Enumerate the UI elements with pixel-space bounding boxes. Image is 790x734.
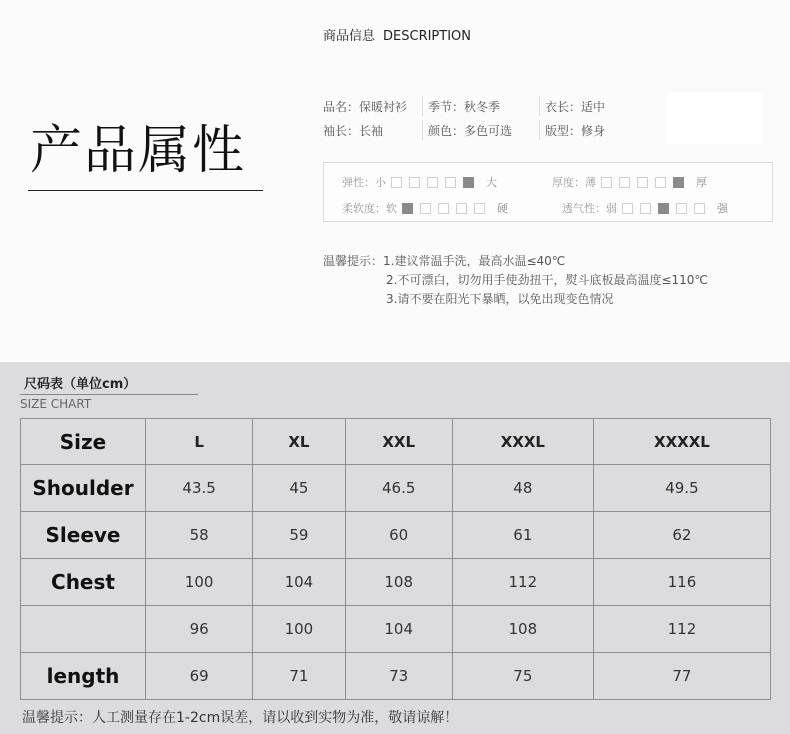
scale-square (601, 177, 612, 188)
table-cell: 58 (146, 512, 253, 559)
table-cell: 61 (452, 512, 593, 559)
size-chart-title: 尺码表（单位cm） (24, 377, 137, 392)
attr-color: 颜色：多色可选 (428, 124, 513, 138)
size-chart-underline (20, 394, 198, 395)
scale-square (676, 203, 687, 214)
row-label: length (21, 653, 146, 700)
table-row-unlabeled (21, 606, 771, 653)
size-col-l: L (146, 419, 253, 465)
scale-square (619, 177, 630, 188)
measurement-note: 温馨提示：人工测量存在1-2cm误差，请以收到实物为准，敬请谅解！ (22, 710, 459, 726)
scale-softness (342, 200, 508, 216)
scale-square (409, 177, 420, 188)
scale-breathability (562, 200, 728, 216)
attr-name: 品名：保暖衬衫 (323, 100, 408, 114)
table-row-sleeve (21, 512, 771, 559)
attr-fit: 版型：修身 (545, 124, 606, 138)
table-cell: 108 (452, 606, 593, 653)
size-col-xl: XL (253, 419, 345, 465)
table-cell: 75 (452, 653, 593, 700)
description-header (323, 25, 471, 44)
size-col-xxxxl: XXXXL (593, 419, 770, 465)
scale-square-selected (673, 177, 684, 188)
table-cell: 60 (345, 512, 452, 559)
attr-sleeve: 袖长：长袖 (323, 124, 384, 138)
care-tips (323, 252, 708, 309)
scale-label: 柔软度：软 (342, 202, 397, 215)
table-cell: 49.5 (593, 465, 770, 512)
scale-square (438, 203, 449, 214)
table-cell: 100 (146, 559, 253, 606)
table-cell: 112 (452, 559, 593, 606)
table-cell: 77 (593, 653, 770, 700)
scale-end-label: 大 (486, 176, 497, 189)
scale-label: 弹性：小 (342, 176, 386, 189)
divider (422, 120, 423, 140)
scale-end-label: 厚 (696, 176, 707, 189)
scale-square (456, 203, 467, 214)
scale-end-label: 硬 (497, 202, 508, 215)
table-cell: 104 (253, 559, 345, 606)
table-cell: 48 (452, 465, 593, 512)
size-col-xxl: XXL (345, 419, 452, 465)
table-cell: 104 (345, 606, 452, 653)
scale-square (391, 177, 402, 188)
divider (422, 96, 423, 116)
blank-area (667, 92, 763, 144)
scale-square-selected (402, 203, 413, 214)
care-tip-1: 温馨提示：1.建议常温手洗，最高水温≤40℃ (323, 254, 566, 268)
care-tip-3: 3.请不要在阳光下暴晒，以免出现变色情况 (386, 292, 614, 306)
table-cell: 46.5 (345, 465, 452, 512)
table-cell: 116 (593, 559, 770, 606)
table-row-chest (21, 559, 771, 606)
scale-square-selected (658, 203, 669, 214)
attr-season: 季节：秋冬季 (428, 100, 501, 114)
table-cell: 62 (593, 512, 770, 559)
divider (539, 120, 540, 140)
table-cell: 100 (253, 606, 345, 653)
size-header-cell: Size (21, 419, 146, 465)
row-label: Shoulder (21, 465, 146, 512)
table-cell: 108 (345, 559, 452, 606)
scale-square (622, 203, 633, 214)
table-row-length (21, 653, 771, 700)
scale-square (427, 177, 438, 188)
scale-label: 厚度：薄 (552, 176, 596, 189)
table-cell: 45 (253, 465, 345, 512)
product-attributes-title: 产品属性 (30, 121, 247, 181)
scale-square (655, 177, 666, 188)
care-tip-2: 2.不可漂白，切勿用手使劲扭干，熨斗底板最高温度≤110℃ (386, 273, 708, 287)
table-header-row (21, 419, 771, 465)
row-label: Sleeve (21, 512, 146, 559)
title-underline (28, 190, 263, 191)
scale-square (640, 203, 651, 214)
scale-square (474, 203, 485, 214)
scale-square (445, 177, 456, 188)
table-cell: 59 (253, 512, 345, 559)
scale-end-label: 强 (717, 202, 728, 215)
scale-square (637, 177, 648, 188)
table-cell: 96 (146, 606, 253, 653)
table-cell: 71 (253, 653, 345, 700)
table-cell: 73 (345, 653, 452, 700)
scale-square-selected (463, 177, 474, 188)
divider (539, 96, 540, 116)
size-table (20, 418, 771, 700)
description-en: DESCRIPTION (383, 29, 472, 44)
scale-square (420, 203, 431, 214)
size-chart-subtitle: SIZE CHART (20, 397, 92, 411)
attr-length: 衣长：适中 (545, 100, 606, 114)
scale-square (694, 203, 705, 214)
row-label: Chest (21, 559, 146, 606)
description-cn: 商品信息 (323, 29, 376, 44)
table-row-shoulder (21, 465, 771, 512)
table-cell: 112 (593, 606, 770, 653)
scale-label: 透气性：弱 (562, 202, 617, 215)
table-cell: 43.5 (146, 465, 253, 512)
scale-thickness (552, 174, 707, 190)
scale-elasticity (342, 174, 497, 190)
row-label (21, 606, 146, 653)
table-cell: 69 (146, 653, 253, 700)
size-col-xxxl: XXXL (452, 419, 593, 465)
